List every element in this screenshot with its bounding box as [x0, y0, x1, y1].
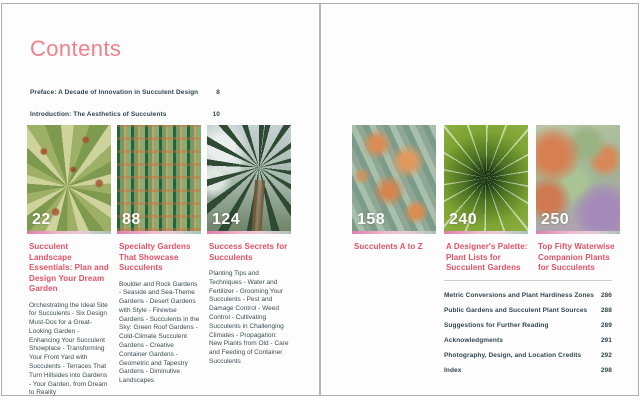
chapter-title: Succulents A to Z [354, 242, 423, 251]
back-matter-row [444, 292, 612, 299]
chapter-summary: Boulder and Rock Gardens - Seaside and Sea-Theme Gardens - Desert Gardens with Style - Firewise Gardens - Succulents in the Sky: Green Roof Gardens - Cold-Climate Succulent Gardens - Creative Container Gardens - Geometric and Tapestry Gardens - Diminutive Landscapes [119, 280, 200, 385]
back-matter-label: Photography, Design, and Location Credits [444, 352, 582, 359]
chapter-column-6 [536, 125, 620, 274]
chapter-start-page: 250 [541, 211, 570, 228]
chapter2-cactus-photo [117, 125, 201, 231]
page-gutter-divider [319, 4, 321, 395]
back-matter-page-number: 289 [600, 322, 612, 329]
chapter-summary: Planting Tips and Techniques - Water and Fertilizer - Grooming Your Succulents - Pest and Damage Control - Weed Control - Cultivating Succulents in Challenging Climates - Propagation: New Plants from Old - Care and Feeding of Container Succulents [209, 270, 289, 365]
photo-accent-bar [444, 231, 528, 234]
chapter-column-1 [27, 125, 111, 398]
photo-accent-bar [27, 231, 111, 234]
back-matter-page-number: 298 [600, 367, 612, 374]
chapter3-yucca-photo [207, 125, 291, 231]
back-matter-label: Public Gardens and Succulent Plant Sources [444, 307, 588, 314]
back-matter-label: Acknowledgments [444, 337, 503, 344]
photo-accent-bar [117, 231, 201, 234]
back-matter-label: Metric Conversions and Plant Hardiness Zones [444, 292, 594, 299]
back-matter-list [444, 280, 612, 382]
front-matter-page-number: 8 [216, 89, 220, 96]
chapter-column-5 [444, 125, 528, 274]
chapter-title: Top Fifty Waterwise Companion Plants for Succulents [538, 242, 615, 272]
back-matter-row [444, 352, 612, 359]
chapter-title: Success Secrets for Succulents [209, 242, 288, 262]
chapter5-rosette-photo [444, 125, 528, 231]
back-matter-label: Index [444, 367, 462, 374]
photo-accent-bar [536, 231, 620, 234]
chapter-column-3 [207, 125, 291, 367]
chapter-start-page: 240 [449, 211, 478, 228]
back-matter-page-number: 291 [600, 337, 612, 344]
chapter-column-4 [352, 125, 436, 253]
chapter-start-page: 88 [122, 211, 141, 228]
chapter-start-page: 124 [212, 211, 241, 228]
photo-accent-bar [207, 231, 291, 234]
chapter-column-2 [117, 125, 201, 386]
back-matter-label: Suggestions for Further Reading [444, 322, 549, 329]
back-matter-row [444, 367, 612, 374]
chapter4-aloe-blooms-photo [352, 125, 436, 231]
front-matter-row-introduction [30, 111, 220, 118]
front-matter-label: Preface: A Decade of Innovation in Succulent Design [30, 89, 199, 96]
chapter-start-page: 22 [32, 211, 51, 228]
back-matter-page-number: 288 [600, 307, 612, 314]
chapter1-aloe-rosette-photo [27, 125, 111, 231]
back-matter-row [444, 322, 612, 329]
back-matter-row [444, 307, 612, 314]
front-matter-label: Introduction: The Aesthetics of Succulents [30, 111, 167, 118]
back-matter-page-number: 292 [600, 352, 612, 359]
chapter-title: A Designer's Palette: Plant Lists for Succulent Gardens [446, 242, 528, 272]
chapter-title: Specialty Gardens That Showcase Succulents [119, 242, 191, 272]
back-matter-divider [444, 280, 612, 281]
chapter6-mixed-succulents-photo [536, 125, 620, 231]
front-matter-row-preface [30, 89, 220, 96]
back-matter-page-number: 286 [600, 292, 612, 299]
chapter-summary: Orchestrating the Ideal Site for Succulents - Six Design Must-Dos for a Great-Looking Garden - Enhancing Your Succulent Showplace - Transforming Your Front Yard with Succulents - Terraces That Turn Hillsides into Gardens - Your Garden, from Dream to Reality [29, 301, 108, 397]
page-title: Contents [30, 36, 122, 61]
back-matter-row [444, 337, 612, 344]
chapter-title: Succulent Landscape Essentials: Plan and Design Your Dream Garden [29, 242, 109, 293]
front-matter-page-number: 10 [212, 111, 220, 118]
chapter-start-page: 158 [357, 211, 386, 228]
photo-accent-bar [352, 231, 436, 234]
